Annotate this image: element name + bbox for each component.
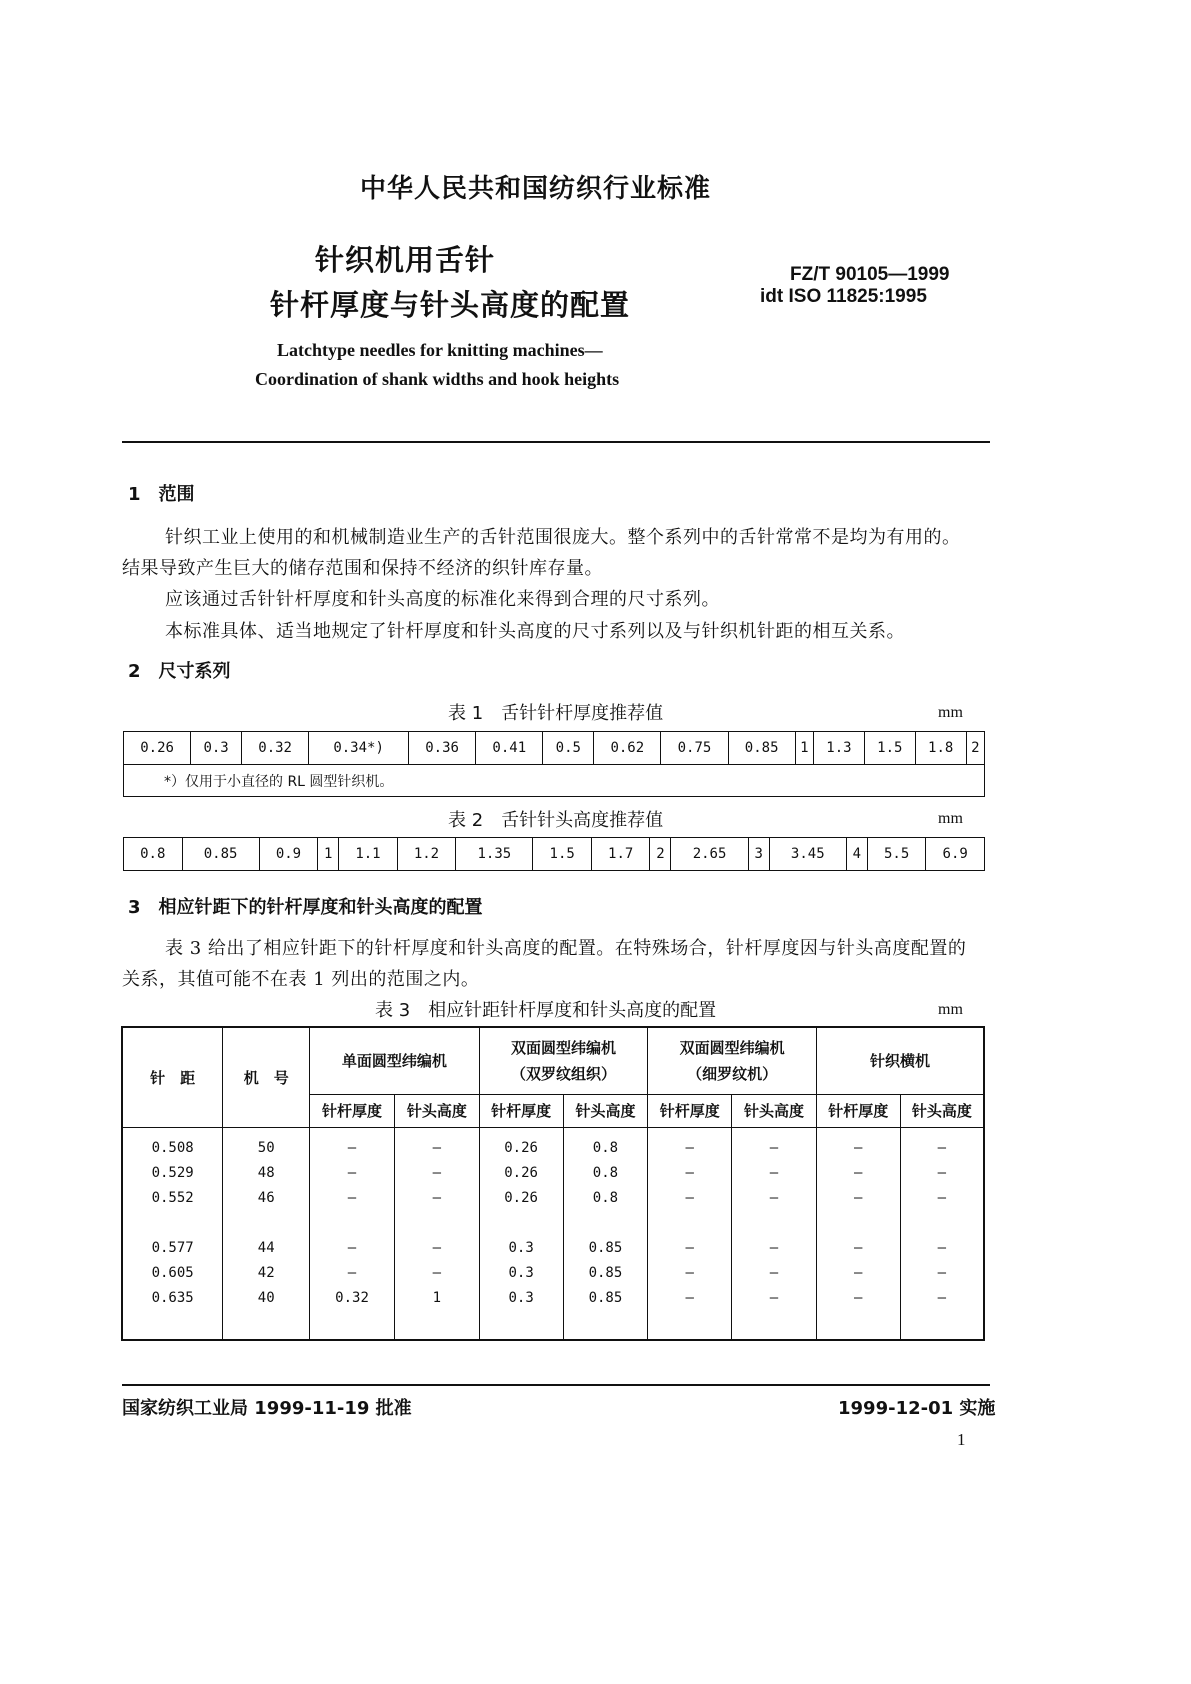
standard-org: 中华人民共和国纺织行业标准 [359, 174, 711, 204]
table1-cell: 0.34*) [309, 732, 409, 765]
table3-cell: — [310, 1161, 395, 1186]
table1-cell: 0.3 [191, 732, 242, 765]
table1-unit: mm [938, 704, 963, 721]
table1-cell: 0.41 [476, 732, 543, 765]
table3-cell: 44 [223, 1236, 310, 1261]
header-rule [122, 441, 990, 443]
table3-cell: — [648, 1236, 732, 1261]
table3-cell: 1 [394, 1286, 479, 1311]
table3-cell: — [394, 1161, 479, 1186]
table3-cell: — [900, 1186, 984, 1211]
table3-header-gauge: 机 号 [223, 1027, 310, 1127]
table3-cell: 0.3 [479, 1261, 563, 1286]
table3-cell: — [900, 1261, 984, 1286]
table1-cell: 0.62 [594, 732, 661, 765]
table3-row [122, 1136, 984, 1161]
table3-cell: — [732, 1236, 817, 1261]
table3-cell: 0.577 [122, 1236, 223, 1261]
table3-group-3: 双面圆型纬编机 （细罗纹机） [648, 1027, 817, 1094]
table3-cell: 0.605 [122, 1261, 223, 1286]
table3-body [122, 1127, 984, 1340]
table3-cell: — [816, 1136, 900, 1161]
english-title-line1: Latchtype needles for knitting machines— [277, 340, 603, 360]
table3-cell: 42 [223, 1261, 310, 1286]
table2-cell: 1.2 [397, 838, 456, 871]
table2-cell: 1 [318, 838, 339, 871]
table3-cell: — [310, 1186, 395, 1211]
table3-cell: 40 [223, 1286, 310, 1311]
table3-cell: — [394, 1186, 479, 1211]
english-title-line2: Coordination of shank widths and hook heights [255, 369, 620, 389]
table3-cell: — [648, 1286, 732, 1311]
table2-cell: 0.8 [124, 838, 183, 871]
table3-cell: — [732, 1136, 817, 1161]
table3-cell: — [816, 1186, 900, 1211]
table3-unit: mm [938, 1001, 963, 1018]
table3-cell: 0.32 [310, 1286, 395, 1311]
table3-cell: — [310, 1236, 395, 1261]
table3-cell: 0.552 [122, 1186, 223, 1211]
table3-cell: 0.85 [563, 1236, 648, 1261]
approval-text: 国家纺织工业局 1999-11-19 批准 [122, 1398, 412, 1419]
table1-note: *）仅用于小直径的 RL 圆型针织机。 [124, 765, 985, 797]
table3-row [122, 1261, 984, 1286]
table3-cell: 0.8 [563, 1186, 648, 1211]
table1-cell: 0.36 [409, 732, 476, 765]
table3-cell: — [310, 1136, 395, 1161]
table3-cell: 0.8 [563, 1161, 648, 1186]
table3-cell: — [648, 1261, 732, 1286]
table3-cell: 0.26 [479, 1161, 563, 1186]
table2-cell: 4 [846, 838, 867, 871]
table3-sub-hook: 针头高度 [900, 1094, 984, 1127]
section3-para-a: 表 3 给出了相应针距下的针杆厚度和针头高度的配置。在特殊场合，针杆厚度因与针头高度配置的 [165, 938, 967, 959]
section1-para3: 本标准具体、适当地规定了针杆厚度和针头高度的尺寸系列以及与针织机针距的相互关系。 [165, 621, 905, 642]
table3-cell: — [732, 1161, 817, 1186]
table2-cell: 1.1 [339, 838, 398, 871]
table3-cell: 0.529 [122, 1161, 223, 1186]
table2-caption: 表 2 舌针针头高度推荐值 [448, 810, 664, 831]
table2-cell: 1.35 [456, 838, 533, 871]
table3-sub-shank: 针杆厚度 [648, 1094, 732, 1127]
table3-cell: — [648, 1186, 732, 1211]
table3-row [122, 1186, 984, 1211]
table3-caption: 表 3 相应针距针杆厚度和针头高度的配置 [375, 1000, 717, 1021]
table2-cell: 0.9 [259, 838, 318, 871]
table2-cell: 2.65 [671, 838, 748, 871]
footer-rule [122, 1384, 990, 1386]
table3-row [122, 1161, 984, 1186]
table3-sub-shank: 针杆厚度 [310, 1094, 395, 1127]
table3-sub-hook: 针头高度 [563, 1094, 648, 1127]
table2-cell: 3 [748, 838, 769, 871]
table2-cell: 0.85 [182, 838, 259, 871]
table1-cell: 0.26 [124, 732, 191, 765]
table2-cell: 3.45 [769, 838, 846, 871]
table3-sub-shank: 针杆厚度 [479, 1094, 563, 1127]
table3-header-pitch: 针 距 [122, 1027, 223, 1127]
table3-cell: — [900, 1161, 984, 1186]
table3-group-4: 针织横机 [816, 1027, 984, 1094]
table1-cell: 0.5 [543, 732, 594, 765]
table3-cell: — [310, 1261, 395, 1286]
table3-cell: 0.26 [479, 1186, 563, 1211]
standard-code: FZ/T 90105—1999 [790, 264, 950, 285]
table2-cell: 1.5 [533, 838, 592, 871]
table3-sub-hook: 针头高度 [732, 1094, 817, 1127]
table3-cell: — [732, 1186, 817, 1211]
table3-cell: — [900, 1236, 984, 1261]
section1-para1b: 结果导致产生巨大的储存范围和保持不经济的织针库存量。 [122, 558, 603, 579]
section2-heading: 2 尺寸系列 [128, 661, 231, 682]
table3-cell: 0.85 [563, 1286, 648, 1311]
table3-cell: 0.508 [122, 1136, 223, 1161]
table3-group-1: 单面圆型纬编机 [310, 1027, 480, 1094]
table3-cell: 0.3 [479, 1286, 563, 1311]
table3-cell: 0.8 [563, 1136, 648, 1161]
table3-sub-hook: 针头高度 [394, 1094, 479, 1127]
table1-cell: 0.85 [728, 732, 795, 765]
table1-cell: 2 [966, 732, 984, 765]
table3 [121, 1026, 985, 1341]
table3-row [122, 1286, 984, 1311]
table3-cell: 48 [223, 1161, 310, 1186]
table3-sub-shank: 针杆厚度 [816, 1094, 900, 1127]
title-line1: 针织机用舌针 [315, 243, 496, 277]
table1-cell: 1.8 [915, 732, 966, 765]
table3-cell: 0.635 [122, 1286, 223, 1311]
table3-group-2: 双面圆型纬编机 （双罗纹组织） [479, 1027, 648, 1094]
table3-cell: — [816, 1286, 900, 1311]
iso-code: idt ISO 11825:1995 [760, 286, 927, 307]
table2-cell: 6.9 [926, 838, 985, 871]
section1-para1a: 针织工业上使用的和机械制造业生产的舌针范围很庞大。整个系列中的舌针常常不是均为有用的。 [165, 527, 961, 548]
section3-heading: 3 相应针距下的针杆厚度和针头高度的配置 [128, 897, 483, 918]
table3-cell: — [816, 1236, 900, 1261]
table3-cell: — [648, 1161, 732, 1186]
title-line2: 针杆厚度与针头高度的配置 [270, 288, 631, 322]
table3-cell: — [648, 1136, 732, 1161]
table1-cell: 1 [795, 732, 813, 765]
table3-cell: — [394, 1136, 479, 1161]
table1-cell: 1.5 [864, 732, 915, 765]
effective-text: 1999-12-01 实施 [838, 1398, 996, 1419]
table1 [123, 731, 985, 797]
table3-cell: — [732, 1286, 817, 1311]
table1-cell: 0.32 [242, 732, 309, 765]
section1-heading: 1 范围 [128, 484, 195, 505]
table3-cell: 0.85 [563, 1261, 648, 1286]
table3-cell: — [394, 1261, 479, 1286]
table3-cell: — [900, 1136, 984, 1161]
table2-cell: 1.7 [591, 838, 650, 871]
table1-cell: 0.75 [661, 732, 728, 765]
table3-cell: — [900, 1286, 984, 1311]
table3-cell: 50 [223, 1136, 310, 1161]
table1-cell: 1.3 [814, 732, 865, 765]
table3-cell: 0.26 [479, 1136, 563, 1161]
table3-cell: — [816, 1261, 900, 1286]
table2-cell: 5.5 [867, 838, 926, 871]
section3-para-b: 关系，其值可能不在表 1 列出的范围之内。 [122, 969, 480, 990]
table1-caption: 表 1 舌针针杆厚度推荐值 [448, 703, 664, 724]
table2-unit: mm [938, 810, 963, 827]
table3-cell: — [816, 1161, 900, 1186]
table2-cell: 2 [650, 838, 671, 871]
page-number: 1 [957, 1430, 966, 1449]
table3-cell: 46 [223, 1186, 310, 1211]
section1-para2: 应该通过舌针针杆厚度和针头高度的标准化来得到合理的尺寸系列。 [165, 589, 720, 610]
table3-cell: — [732, 1261, 817, 1286]
table2 [123, 837, 985, 871]
table3-row [122, 1236, 984, 1261]
table3-cell: 0.3 [479, 1236, 563, 1261]
table3-cell: — [394, 1236, 479, 1261]
